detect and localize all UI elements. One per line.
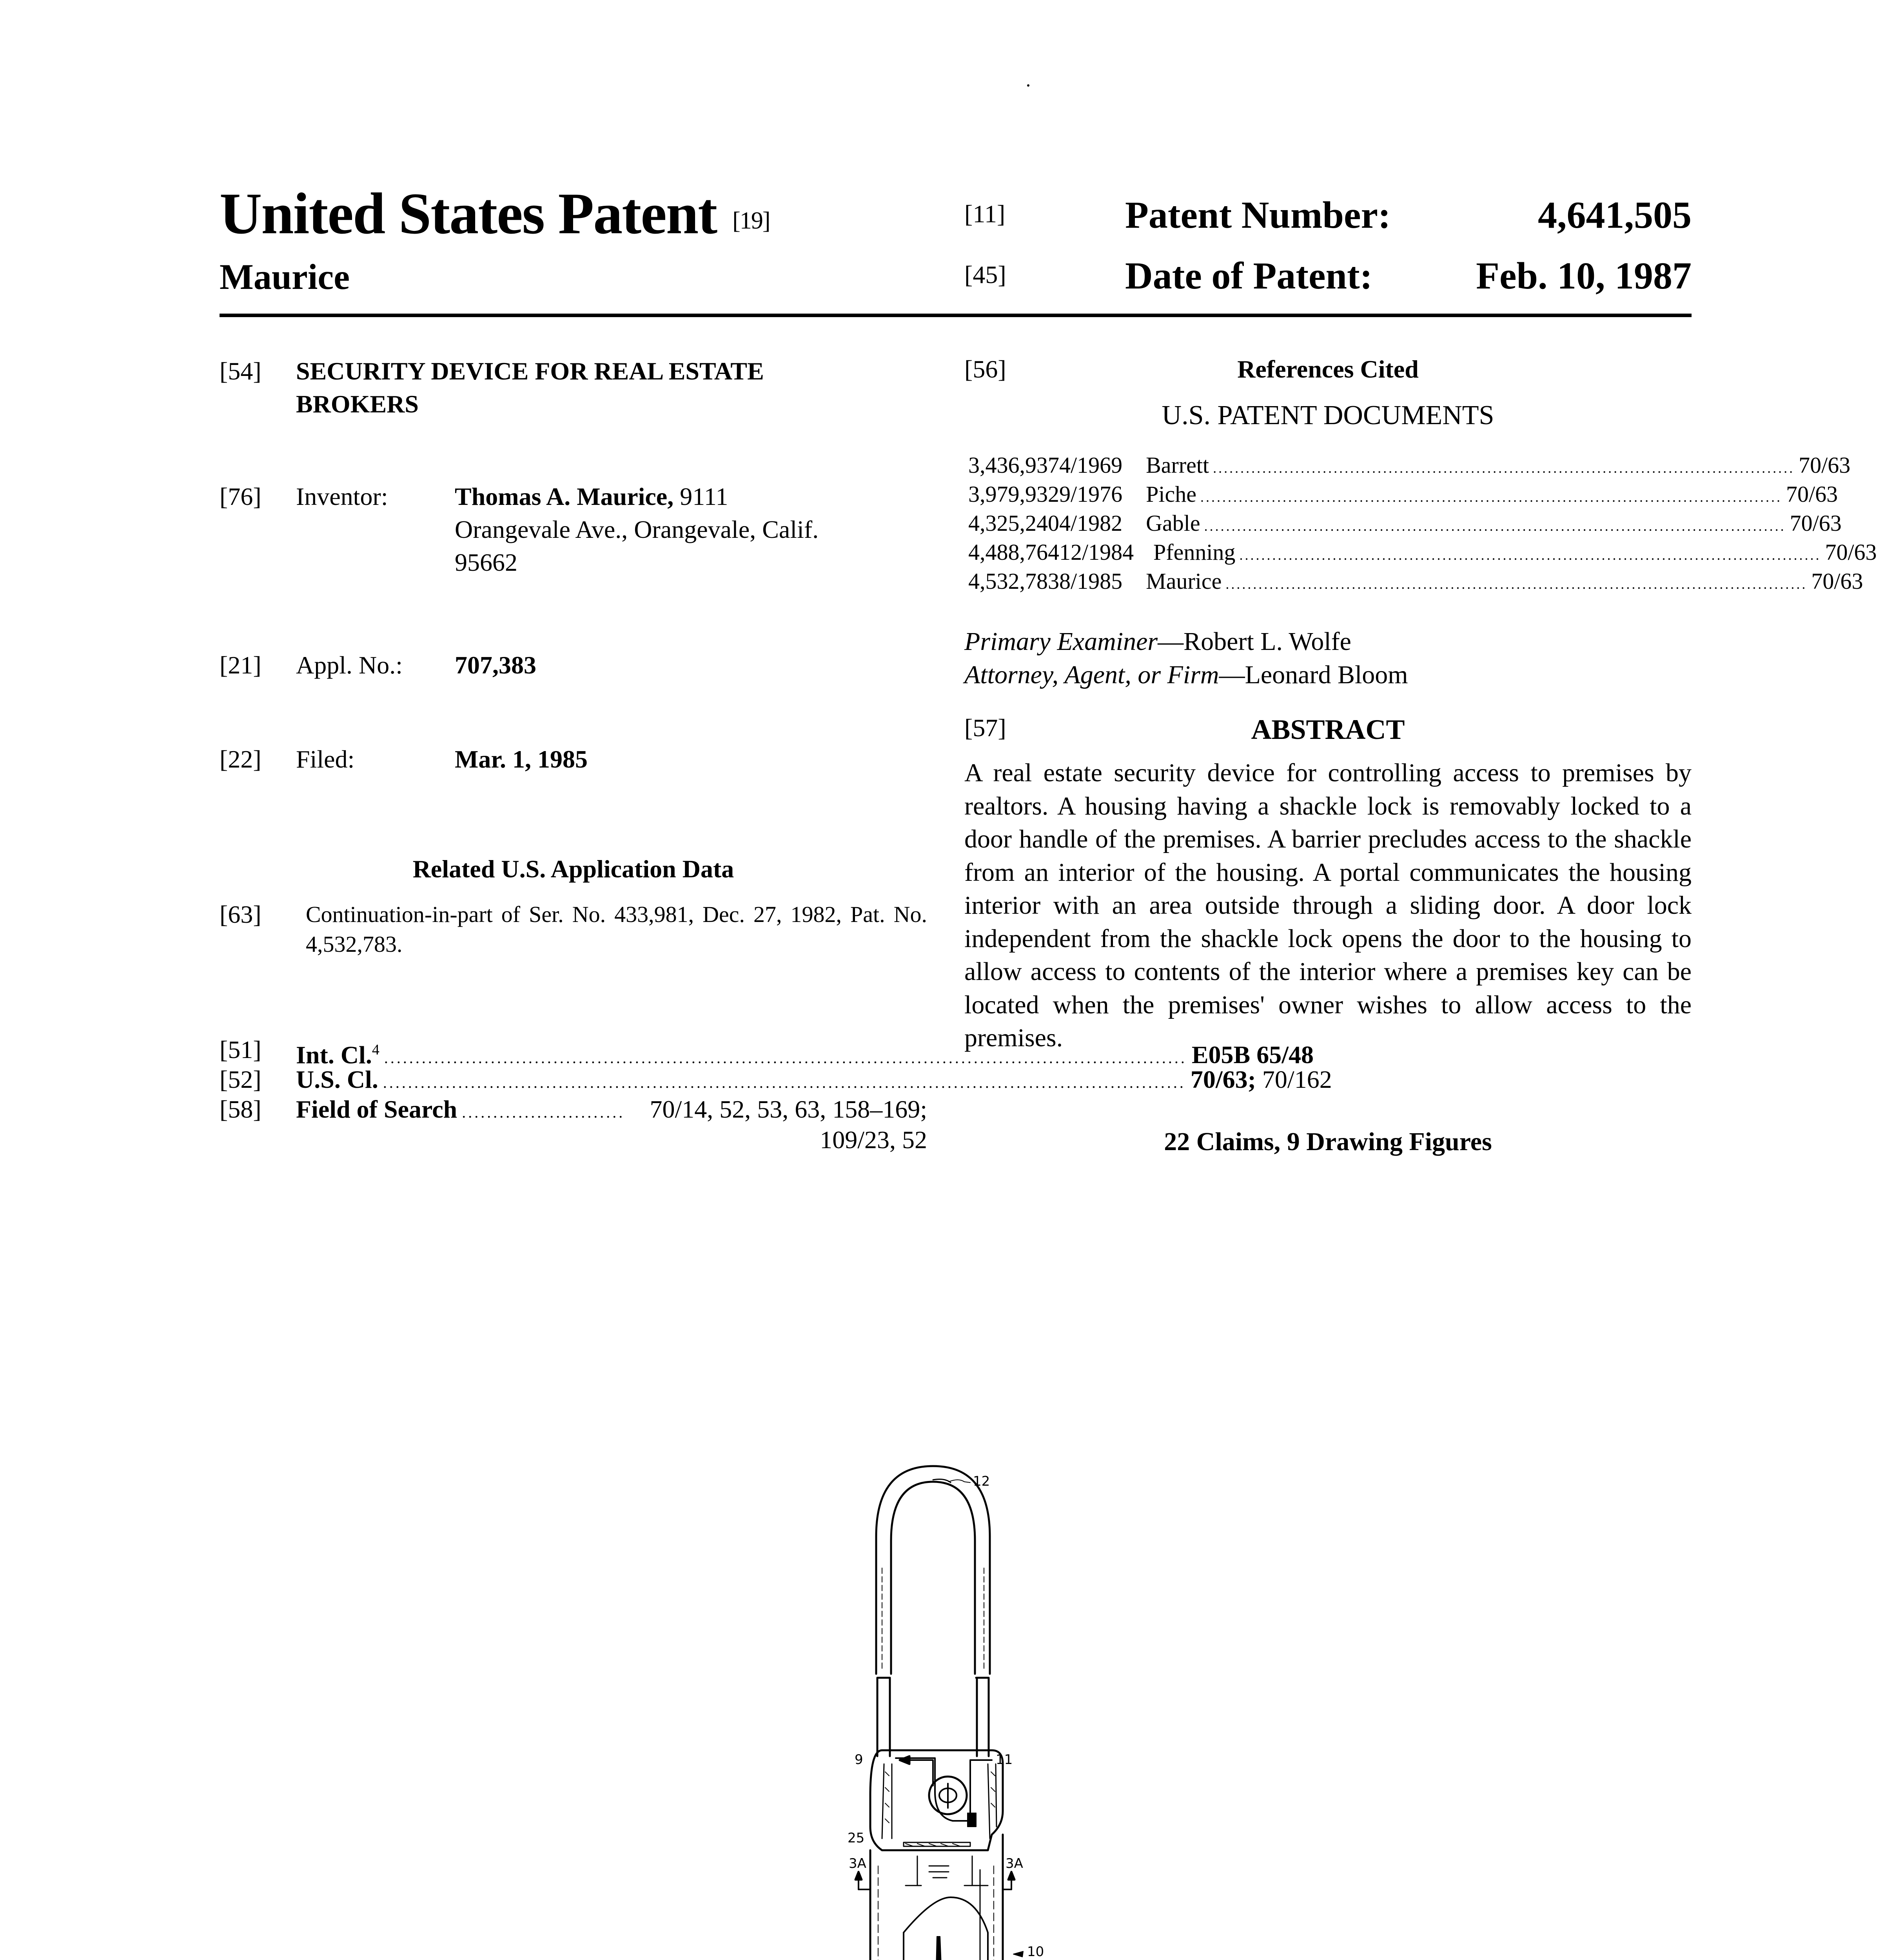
primary-examiner-label: Primary Examiner: [964, 627, 1158, 656]
reference-number: 4,488,764: [968, 539, 1059, 565]
field-of-search-row: [220, 1094, 927, 1124]
int-cl-value: E05B 65/48: [1191, 1041, 1314, 1069]
int-cl-row: [220, 1035, 1314, 1069]
inid-code: [52]: [220, 1065, 261, 1093]
label-3a-right: 3A: [1006, 1856, 1023, 1871]
inid-code: [57]: [964, 714, 1006, 742]
abstract-text: A real estate security device for controlling access to premises by realtors. A housing having a shackle lock is removably locked to a door handle of the premises. A barrier precludes access to the shackle from an interior of the housing. A portal communicates the housing interior with an area outside through a sliding door. A door lock independent from the shackle lock opens the door to the housing to allow access to contents of the interior where a premises key can be located when the premises' owner wishes to allow access to the premises.: [964, 759, 1692, 1052]
reference-name: Gable: [1146, 510, 1200, 536]
related-application-text: Continuation-in-part of Ser. No. 433,981, Dec. 27, 1982, Pat. No. 4,532,783.: [306, 902, 927, 957]
inid-code: [58]: [220, 1095, 261, 1123]
reference-number: 4,532,783: [968, 568, 1059, 594]
reference-name: Piche: [1146, 481, 1196, 507]
housing-cap: [870, 1750, 1003, 1850]
reference-name: Pfenning: [1153, 539, 1236, 565]
reference-class: 70/63: [1811, 568, 1863, 594]
leader-dots: ................................................................................................................................: [383, 1074, 1186, 1091]
inid-code: [22]: [220, 745, 261, 773]
date-of-patent-row: [964, 257, 1692, 300]
invention-title: [296, 355, 927, 421]
us-cl-row: [220, 1065, 1332, 1094]
field-of-search-continuation: 109/23, 52: [820, 1126, 927, 1154]
inid-code: [21]: [220, 651, 261, 679]
leader-dots: ..........................................................................................................: [1213, 460, 1795, 476]
attorney: [964, 659, 1692, 691]
field-of-search-value: 70/14, 52, 53, 63, 158–169;: [650, 1095, 927, 1123]
primary-examiner-value: —Robert L. Wolfe: [1158, 627, 1351, 656]
attorney-label: Attorney, Agent, or Firm: [964, 661, 1219, 689]
reference-number: 4,325,240: [968, 510, 1059, 536]
reference-class: 70/63: [1790, 510, 1842, 536]
title-text: United States Patent: [220, 181, 717, 246]
leader-dots: ..........................................................................................................: [1204, 518, 1786, 534]
housing-body: [870, 1835, 1003, 1960]
us-patent-documents-heading: U.S. PATENT DOCUMENTS: [1162, 400, 1494, 430]
reference-row: [968, 567, 1863, 596]
inid-code: [45]: [964, 261, 1006, 289]
appl-no-label: Appl. No.:: [296, 651, 403, 679]
reference-name: Maurice: [1146, 568, 1222, 594]
reference-class: 70/63: [1799, 452, 1851, 478]
filed-value: Mar. 1, 1985: [455, 745, 588, 773]
reference-date: 4/1982: [1059, 510, 1123, 536]
leader-arrow: [1013, 1951, 1023, 1957]
patent-number-row: [964, 196, 1692, 239]
inid-code: [51]: [220, 1036, 261, 1063]
label-12: 12: [973, 1474, 990, 1489]
leader-dots: ..........................: [462, 1103, 625, 1121]
patent-number-value: 4,641,505: [1538, 194, 1692, 236]
inventor-name: Thomas A. Maurice,: [455, 483, 674, 510]
leader-dots: ..........................................................................................................: [1200, 489, 1782, 505]
security-device-figure: [815, 1450, 1168, 1960]
reference-row: [968, 538, 1877, 567]
int-cl-edition: 4: [372, 1042, 379, 1058]
reference-number: 3,436,937: [968, 452, 1059, 478]
reference-class: 70/63: [1786, 481, 1838, 507]
label-25: 25: [848, 1830, 865, 1846]
inventor-address: Orangevale Ave., Orangevale, Calif.: [455, 515, 819, 543]
appl-no-value: 707,383: [455, 651, 536, 679]
reference-row: [968, 480, 1838, 509]
patent-number-label: Patent Number:: [1125, 194, 1391, 236]
primary-examiner: [964, 625, 1692, 658]
date-of-patent-label: Date of Patent:: [1125, 255, 1373, 297]
leader-line: [949, 1480, 970, 1483]
section-arrow-top: [900, 1756, 933, 1786]
us-cl-label: U.S. Cl.: [296, 1065, 378, 1093]
inid-code: [56]: [964, 355, 1006, 383]
label-11: 11: [996, 1752, 1013, 1768]
leader-dots: ..........................................................................................................: [1239, 547, 1821, 563]
filed-label: Filed:: [296, 745, 355, 773]
reference-date: 8/1985: [1059, 568, 1123, 594]
references-title: References Cited: [1237, 355, 1419, 383]
inventor-zip: 95662: [455, 548, 517, 576]
attorney-value: —Leonard Bloom: [1219, 661, 1408, 689]
reference-name: Barrett: [1146, 452, 1209, 478]
scan-speck: [1027, 84, 1029, 87]
inid-code: [54]: [220, 357, 261, 385]
abstract-title: ABSTRACT: [1251, 714, 1405, 745]
reference-row: [968, 451, 1851, 480]
section-arrows-3a: [855, 1872, 1015, 1889]
leader-dots: ................................................................................................................................: [384, 1049, 1187, 1067]
inventor-label: Inventor:: [296, 483, 388, 510]
inid-code: [76]: [220, 483, 261, 510]
label-3a-left: 3A: [849, 1856, 866, 1871]
field-of-search-label: Field of Search: [296, 1095, 457, 1123]
label-9: 9: [855, 1752, 863, 1768]
claims-summary: 22 Claims, 9 Drawing Figures: [1164, 1127, 1492, 1156]
inventor-value: [455, 480, 927, 579]
reference-row: [968, 509, 1842, 538]
patent-office-title: [220, 181, 770, 246]
reference-date: 4/1969: [1059, 452, 1123, 478]
patent-drawing: [815, 1450, 1168, 1960]
reference-class: 70/63: [1825, 539, 1877, 565]
inventor-address: 9111: [680, 483, 728, 510]
us-cl-secondary: 70/162: [1256, 1065, 1332, 1093]
title-inid-code: [19]: [732, 207, 770, 234]
inid-code: [63]: [220, 900, 261, 928]
invention-title-line: SECURITY DEVICE FOR REAL ESTATE: [296, 357, 764, 385]
inid-code: [11]: [964, 200, 1006, 228]
invention-title-line: BROKERS: [296, 390, 419, 418]
reference-date: 12/1984: [1059, 539, 1134, 565]
int-cl-label-text: Int. Cl.: [296, 1041, 372, 1069]
reference-date: 9/1976: [1059, 481, 1123, 507]
us-cl-primary: 70/63;: [1190, 1065, 1256, 1093]
label-10: 10: [1027, 1944, 1044, 1960]
header-divider: [220, 314, 1692, 317]
inventor-surname: Maurice: [220, 257, 350, 297]
date-of-patent-value: Feb. 10, 1987: [1476, 255, 1692, 297]
related-data-heading: Related U.S. Application Data: [412, 855, 734, 883]
reference-number: 3,979,932: [968, 481, 1059, 507]
shackle: [876, 1466, 990, 1756]
leader-dots: ..........................................................................................................: [1225, 576, 1808, 592]
